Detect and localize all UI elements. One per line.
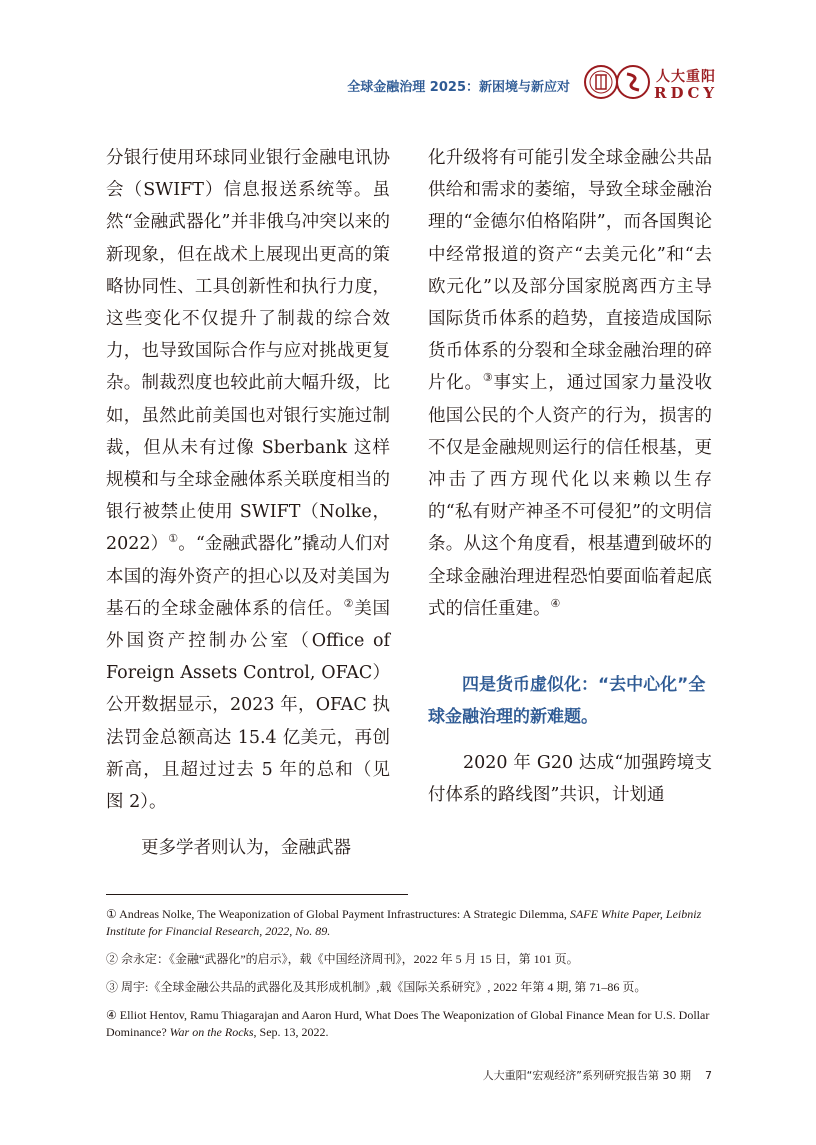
body-paragraph: 化升级将有可能引发全球金融公共品供给和需求的萎缩，导致全球金融治理的“金德尔伯格陷阱”，而各国舆论中经常报道的资产“去美元化”和“去欧元化”以及部分国家脱离西方主导国际货币体系的趋势，直接造成国际货币体系的分裂和全球金融治理的碎片化。③事实上，通过国家力量没收他国公民的个人资产的行为，损害的不仅是金融规则运行的信任根基，更冲击了西方现代化以来赖以生存的“私有财产神圣不可侵犯”的文明信条。从这个角度看，根基遭到破坏的全球金融治理进程恐怕要面临着起底式的信任重建。④	[428, 148, 712, 619]
left-column	[106, 142, 390, 864]
body-paragraph: 更多学者则认为，金融武器	[141, 838, 351, 859]
body-paragraph: 分银行使用环球同业银行金融电讯协会（SWIFT）信息报送系统等。虽然“金融武器化”并非俄乌冲突以来的新现象，但在战术上展现出更高的策略协同性、工具创新性和执行力度，这些变化不仅提升了制裁的综合效力，也导致国际合作与应对挑战更复杂。制裁烈度也较此前大幅升级，比如，虽然此前美国也对银行实施过制裁，但从未有过像 Sberbank 这样规模和与全球金融体系关联度相当的银行被禁止使用 SWIFT（Nolke，2022）①。“金融武器化”撬动人们对本国的海外资产的担心以及对美国为基石的全球金融体系的信任。②美国外国资产控制办公室（Office of Foreign Assets Control, OFAC）公开数据显示，2023 年，OFAC 执法罚金总额高达 15.4 亿美元，再创新高，且超过过去 5 年的总和（见图 2）。	[106, 148, 390, 813]
page-number: 7	[705, 1069, 712, 1082]
footnote-4: ④ Elliot Hentov, Ramu Thiagarajan and Aaron Hurd, What Does The Weaponization of Global Finance Mean for U.S. Dollar Dominance? War on the Rocks, Sep. 13, 2022.	[106, 1008, 710, 1039]
rdcy-logo	[584, 60, 719, 104]
footnote-ref-4[interactable]: ④	[550, 597, 561, 611]
running-title: 全球金融治理 2025：新困境与新应对	[347, 80, 570, 95]
right-column	[428, 142, 712, 811]
body-paragraph: 2020 年 G20 达成“加强跨境支付体系的路线图”共识，计划通	[428, 753, 712, 806]
page-footer	[400, 1067, 712, 1083]
section-heading: 四是货币虚似化：“去中心化”全球金融治理的新难题。	[428, 675, 706, 728]
footnote-divider	[106, 894, 408, 895]
footer-series: 人大重阳“宏观经济”系列研究报告第 30 期	[482, 1069, 691, 1082]
logo-text-en: RDCY	[654, 84, 719, 102]
footnote-ref-2[interactable]: ②	[343, 597, 355, 611]
footnote-3: ③ 周宇:《全球金融公共品的武器化及其形成机制》,载《国际关系研究》, 2022 年第 4 期, 第 71–86 页。	[106, 980, 647, 994]
footnote-ref-1[interactable]: ①	[168, 532, 179, 546]
seal-icon	[584, 64, 650, 100]
logo-text-cn: 人大重阳	[656, 69, 716, 85]
footnote-2: ② 佘永定：《金融“武器化”的启示》，载《中国经济周刊》，2022 年 5 月 15 日，第 101 页。	[106, 952, 579, 966]
footnote-1: ① Andreas Nolke, The Weaponization of Global Payment Infrastructures: A Strategic Dilemma, SAFE White Paper, Leibniz Institute for Financial Research, 2022, No. 89.	[106, 907, 702, 938]
footnotes	[106, 906, 716, 1052]
footnote-ref-3[interactable]: ③	[482, 371, 494, 385]
